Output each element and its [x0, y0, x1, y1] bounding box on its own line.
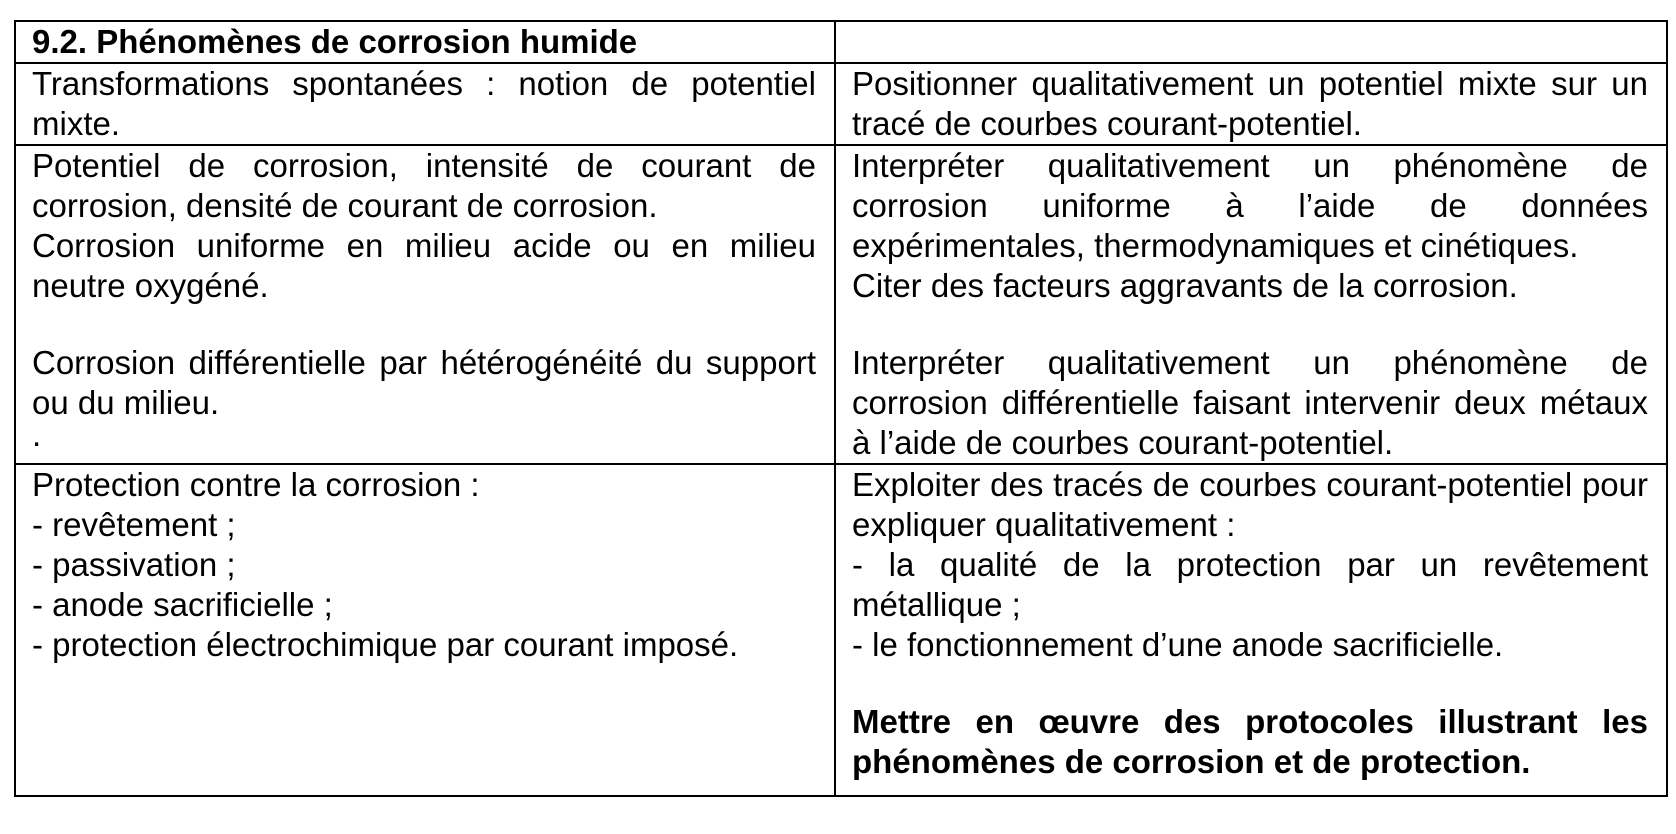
- capacity-text: Positionner qualitativement un potentiel mixte sur un tracé de courbes courant-potentiel.: [852, 65, 1648, 142]
- list-item: - la qualité de la protection par un revêtement métallique ;: [852, 546, 1648, 623]
- capacity-cell: [835, 464, 1667, 796]
- list-item: - anode sacrificielle ;: [32, 586, 333, 623]
- section-title: 9.2. Phénomènes de corrosion humide: [32, 23, 638, 60]
- list-item: - passivation ;: [32, 546, 236, 583]
- notion-paragraph: Corrosion uniforme en milieu acide ou en milieu neutre oxygéné.: [32, 227, 816, 304]
- table-row-title: [15, 21, 1667, 63]
- list-item: - revêtement ;: [32, 506, 236, 543]
- section-title-cell: [15, 21, 835, 63]
- list-item: - le fonctionnement d’une anode sacrificielle.: [852, 626, 1504, 663]
- capacity-paragraph: Interpréter qualitativement un phénomène de corrosion uniforme à l’aide de données expérimentales, thermodynamiques et cinétiques.: [852, 147, 1648, 264]
- spacer: [32, 306, 816, 343]
- spacer: [852, 306, 1648, 343]
- notion-paragraph: Corrosion différentielle par hétérogénéité du support ou du milieu.: [32, 344, 816, 421]
- capacity-paragraph: Citer des facteurs aggravants de la corrosion.: [852, 267, 1518, 304]
- capacity-cell: [835, 63, 1667, 145]
- table-row: [15, 63, 1667, 145]
- notion-paragraph: Potentiel de corrosion, intensité de courant de corrosion, densité de courant de corrosion.: [32, 147, 816, 224]
- table-row: [15, 464, 1667, 796]
- notion-cell: [15, 145, 835, 464]
- empty-header-cell: [835, 21, 1667, 63]
- curriculum-table: [14, 20, 1668, 797]
- notion-cell: [15, 63, 835, 145]
- list-item: - protection électrochimique par courant imposé.: [32, 626, 739, 663]
- notion-paragraph: .: [32, 416, 42, 453]
- notion-cell: [15, 464, 835, 796]
- capacity-cell: [835, 145, 1667, 464]
- practical-activity: Mettre en œuvre des protocoles illustrant les phénomènes de corrosion et de protection.: [852, 703, 1648, 780]
- spacer: [852, 665, 1648, 702]
- notion-text: Transformations spontanées : notion de potentiel mixte.: [32, 65, 816, 142]
- capacity-paragraph: Interpréter qualitativement un phénomène de corrosion différentielle faisant intervenir deux métaux à l’aide de courbes courant-potentiel.: [852, 344, 1648, 461]
- table-row: [15, 145, 1667, 464]
- notion-heading: Protection contre la corrosion :: [32, 466, 480, 503]
- capacity-intro: Exploiter des tracés de courbes courant-potentiel pour expliquer qualitativement :: [852, 466, 1648, 543]
